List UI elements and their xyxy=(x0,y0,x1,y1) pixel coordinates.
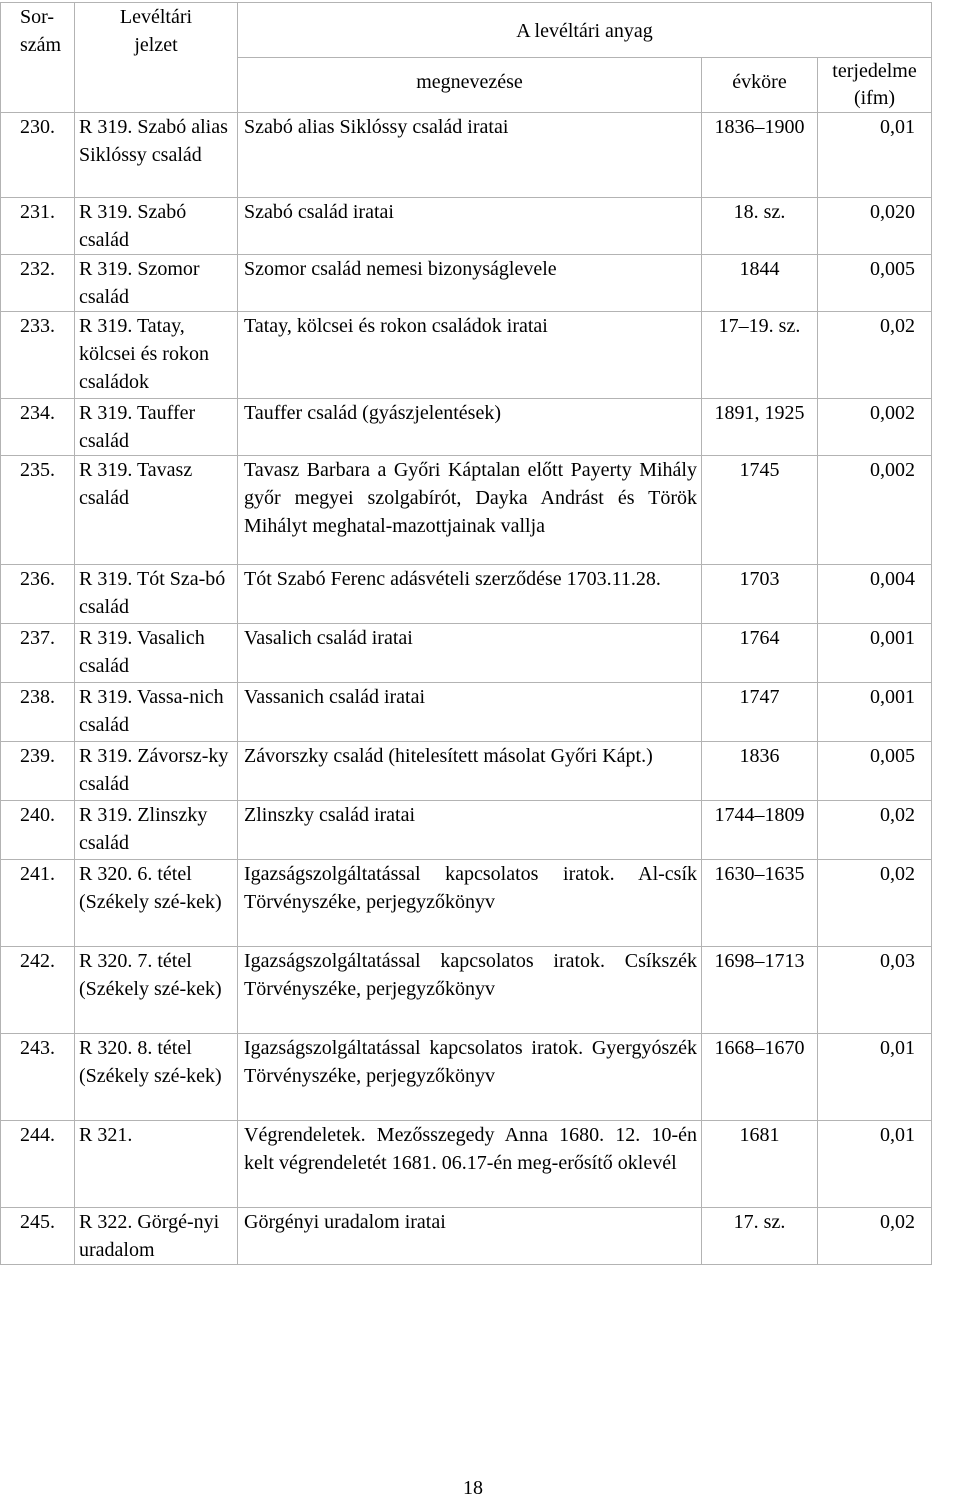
table-row xyxy=(1,742,932,801)
row-size: 0,002 xyxy=(818,456,932,565)
row-name: Vassanich család iratai xyxy=(238,683,702,742)
header-ref-label: Levéltári jelzet xyxy=(119,6,193,56)
row-number: 234. xyxy=(1,399,75,456)
row-years: 1844 xyxy=(702,255,818,312)
row-number: 238. xyxy=(1,683,75,742)
row-years: 17–19. sz. xyxy=(702,312,818,399)
row-size: 0,002 xyxy=(818,399,932,456)
table-body xyxy=(1,113,932,1265)
row-ref: R 319. Tót Sza-bó család xyxy=(75,565,238,624)
header-group: A levéltári anyag xyxy=(238,3,932,58)
row-years: 1744–1809 xyxy=(702,801,818,860)
row-years: 1668–1670 xyxy=(702,1034,818,1121)
table-row xyxy=(1,1208,932,1265)
row-number: 232. xyxy=(1,255,75,312)
table-row xyxy=(1,198,932,255)
row-size: 0,03 xyxy=(818,947,932,1034)
table-row xyxy=(1,801,932,860)
row-number: 235. xyxy=(1,456,75,565)
header-size-label: terjedelme (ifm) xyxy=(832,60,917,109)
header-name: megnevezése xyxy=(238,58,702,113)
row-size: 0,02 xyxy=(818,1208,932,1265)
row-name: Szabó család iratai xyxy=(238,198,702,255)
row-size: 0,01 xyxy=(818,113,932,198)
row-size: 0,02 xyxy=(818,860,932,947)
row-number: 230. xyxy=(1,113,75,198)
row-ref: R 320. 7. tétel (Székely szé-kek) xyxy=(75,947,238,1034)
row-years: 1891, 1925 xyxy=(702,399,818,456)
table-row xyxy=(1,255,932,312)
row-size: 0,020 xyxy=(818,198,932,255)
row-ref: R 319. Vassa-nich család xyxy=(75,683,238,742)
row-size: 0,01 xyxy=(818,1034,932,1121)
table-row xyxy=(1,1034,932,1121)
row-size: 0,005 xyxy=(818,255,932,312)
row-number: 245. xyxy=(1,1208,75,1265)
row-name: Igazságszolgáltatással kapcsolatos iratok. Csíkszék Törvényszéke, perjegyzőkönyv xyxy=(238,947,702,1034)
row-ref: R 319. Szabó család xyxy=(75,198,238,255)
row-number: 236. xyxy=(1,565,75,624)
header-number-label: Sor- szám xyxy=(20,6,62,56)
row-years: 1698–1713 xyxy=(702,947,818,1034)
row-years: 1747 xyxy=(702,683,818,742)
row-number: 233. xyxy=(1,312,75,399)
table-row xyxy=(1,683,932,742)
row-ref: R 320. 6. tétel (Székely szé-kek) xyxy=(75,860,238,947)
row-ref: R 321. xyxy=(75,1121,238,1208)
header-years: évköre xyxy=(702,58,818,113)
row-ref: R 322. Görgé-nyi uradalom xyxy=(75,1208,238,1265)
row-name: Zlinszky család iratai xyxy=(238,801,702,860)
row-ref: R 319. Tauffer család xyxy=(75,399,238,456)
row-size: 0,001 xyxy=(818,683,932,742)
row-years: 1745 xyxy=(702,456,818,565)
page-number: 18 xyxy=(463,1477,483,1499)
row-name: Závorszky család (hitelesített másolat Győri Kápt.) xyxy=(238,742,702,801)
row-number: 237. xyxy=(1,624,75,683)
row-number: 242. xyxy=(1,947,75,1034)
row-years: 17. sz. xyxy=(702,1208,818,1265)
row-number: 243. xyxy=(1,1034,75,1121)
row-size: 0,02 xyxy=(818,801,932,860)
row-number: 240. xyxy=(1,801,75,860)
table-row xyxy=(1,1121,932,1208)
row-ref: R 319. Vasalich család xyxy=(75,624,238,683)
row-years: 1836–1900 xyxy=(702,113,818,198)
row-name: Tatay, kölcsei és rokon családok iratai xyxy=(238,312,702,399)
table-row xyxy=(1,312,932,399)
row-name: Végrendeletek. Mezősszegedy Anna 1680. 12. 10-én kelt végrendeletét 1681. 06.17-én meg-erősítő oklevél xyxy=(238,1121,702,1208)
row-name: Tót Szabó Ferenc adásvételi szerződése 1703.11.28. xyxy=(238,565,702,624)
row-ref: R 319. Tatay, kölcsei és rokon családok xyxy=(75,312,238,399)
row-ref: R 319. Tavasz család xyxy=(75,456,238,565)
row-name: Igazságszolgáltatással kapcsolatos iratok. Gyergyószék Törvényszéke, perjegyzőkönyv xyxy=(238,1034,702,1121)
header-ref xyxy=(75,3,238,113)
row-size: 0,005 xyxy=(818,742,932,801)
row-size: 0,004 xyxy=(818,565,932,624)
table-row xyxy=(1,860,932,947)
row-years: 1836 xyxy=(702,742,818,801)
table-row xyxy=(1,565,932,624)
row-size: 0,01 xyxy=(818,1121,932,1208)
row-name: Vasalich család iratai xyxy=(238,624,702,683)
row-name: Tauffer család (gyászjelentések) xyxy=(238,399,702,456)
table-header xyxy=(1,3,932,113)
header-size xyxy=(818,58,932,113)
archive-table xyxy=(0,2,932,1265)
row-name: Igazságszolgáltatással kapcsolatos iratok. Al-csík Törvényszéke, perjegyzőkönyv xyxy=(238,860,702,947)
row-years: 1703 xyxy=(702,565,818,624)
row-name: Görgényi uradalom iratai xyxy=(238,1208,702,1265)
row-years: 1681 xyxy=(702,1121,818,1208)
row-years: 1630–1635 xyxy=(702,860,818,947)
row-number: 241. xyxy=(1,860,75,947)
row-years: 18. sz. xyxy=(702,198,818,255)
row-number: 231. xyxy=(1,198,75,255)
row-number: 244. xyxy=(1,1121,75,1208)
row-name: Tavasz Barbara a Győri Káptalan előtt Payerty Mihály győr megyei szolgabírót, Dayka Andrást és Török Mihályt meghatal-mazottjainak vallja xyxy=(238,456,702,565)
table-row xyxy=(1,624,932,683)
row-ref: R 320. 8. tétel (Székely szé-kek) xyxy=(75,1034,238,1121)
table-row xyxy=(1,456,932,565)
row-ref: R 319. Szomor család xyxy=(75,255,238,312)
row-number: 239. xyxy=(1,742,75,801)
table-row xyxy=(1,113,932,198)
row-years: 1764 xyxy=(702,624,818,683)
header-number xyxy=(1,3,75,113)
row-name: Szabó alias Siklóssy család iratai xyxy=(238,113,702,198)
row-ref: R 319. Szabó alias Siklóssy család xyxy=(75,113,238,198)
table-row xyxy=(1,399,932,456)
row-name: Szomor család nemesi bizonyságlevele xyxy=(238,255,702,312)
row-size: 0,02 xyxy=(818,312,932,399)
table-row xyxy=(1,947,932,1034)
row-ref: R 319. Závorsz-ky család xyxy=(75,742,238,801)
row-size: 0,001 xyxy=(818,624,932,683)
row-ref: R 319. Zlinszky család xyxy=(75,801,238,860)
